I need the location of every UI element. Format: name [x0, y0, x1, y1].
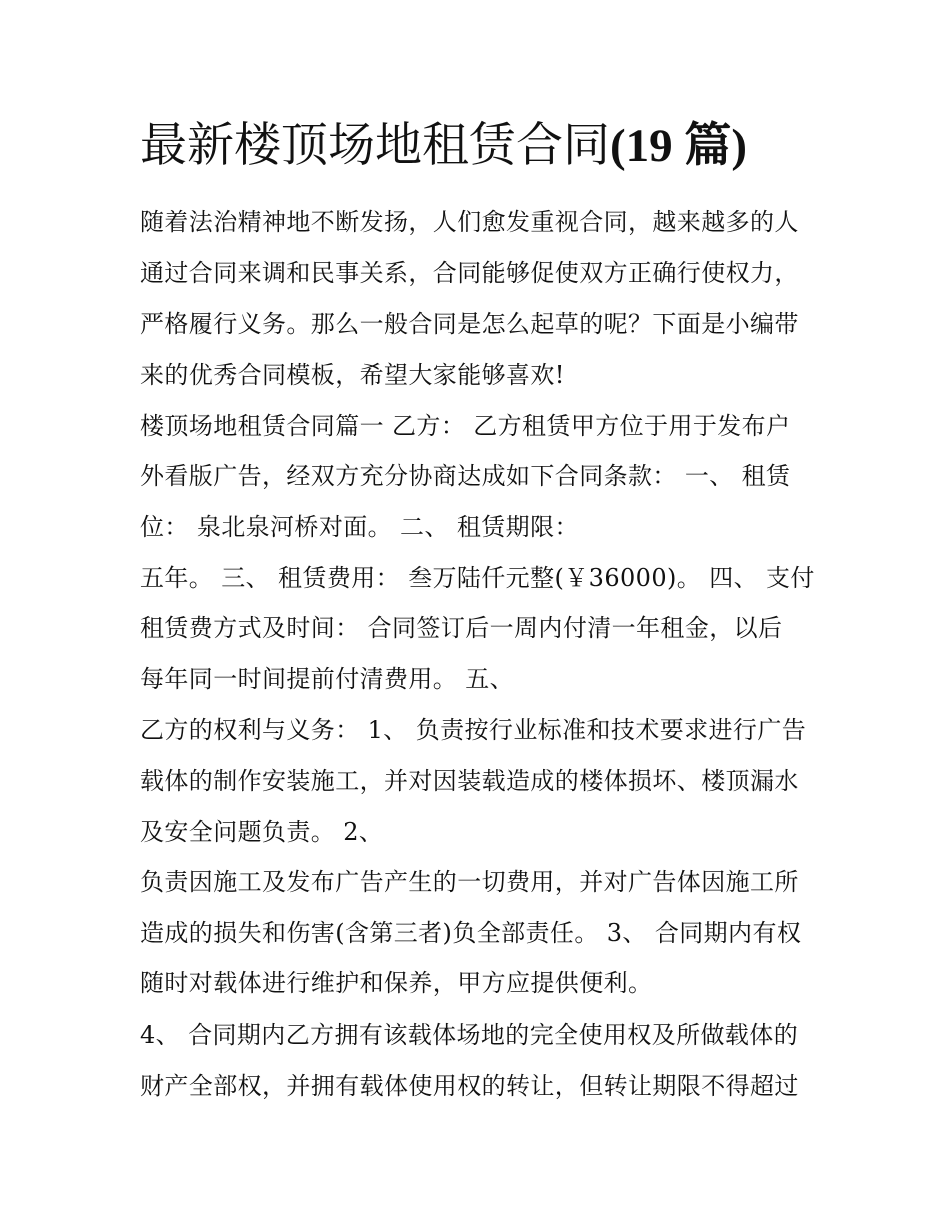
- title-text: 最新楼顶场地租赁合同: [140, 118, 610, 173]
- paragraph-line: 载体的制作安装施工，并对因装载造成的楼体损坏、楼顶漏水: [140, 767, 799, 795]
- paragraph-line: 通过合同来调和民事关系，合同能够促使双方正确行使权力，: [140, 259, 799, 287]
- paragraph-line: 来的优秀合同模板，希望大家能够喜欢!: [140, 361, 565, 389]
- paragraph-line: 乙方的权利与义务： 1、 负责按行业标准和技术要求进行广告: [140, 716, 807, 744]
- paragraph-line: 位： 泉北泉河桥对面。 二、 租赁期限：: [140, 513, 579, 541]
- paragraph-line: 负责因施工及发布广告产生的一切费用，并对广告体因施工所: [140, 868, 799, 896]
- paragraph-line: 每年同一时间提前付清费用。 五、: [140, 665, 515, 693]
- paragraph-line: 造成的损失和伤害(含第三者)负全部责任。 3、 合同期内有权: [140, 919, 802, 947]
- paragraph-line: 五年。 三、 租赁费用： 叁万陆仟元整(￥36000)。 四、 支付: [140, 564, 815, 592]
- paragraph-line: 及安全问题负责。 2、: [140, 818, 384, 846]
- paragraph-line: 租赁费方式及时间： 合同签订后一周内付清一年租金，以后: [140, 614, 783, 642]
- title-count: (19 篇): [610, 120, 748, 172]
- document-title: [140, 110, 860, 182]
- paragraph-line: 外看版广告，经双方充分协商达成如下合同条款： 一、 租赁: [140, 462, 791, 490]
- paragraph-line: 4、 合同期内乙方拥有该载体场地的完全使用权及所做载体的: [140, 1021, 799, 1049]
- paragraph-line: 随着法治精神地不断发扬，人们愈发重视合同，越来越多的人: [140, 208, 799, 236]
- paragraph-line: 楼顶场地租赁合同篇一 乙方： 乙方租赁甲方位于用于发布户: [140, 412, 791, 440]
- paragraph-line: 严格履行义务。那么一般合同是怎么起草的呢？下面是小编带: [140, 310, 799, 338]
- paragraph-line: 随时对载体进行维护和保养，甲方应提供便利。: [140, 969, 653, 997]
- paragraph-line: 财产全部权，并拥有载体使用权的转让，但转让期限不得超过: [140, 1072, 799, 1100]
